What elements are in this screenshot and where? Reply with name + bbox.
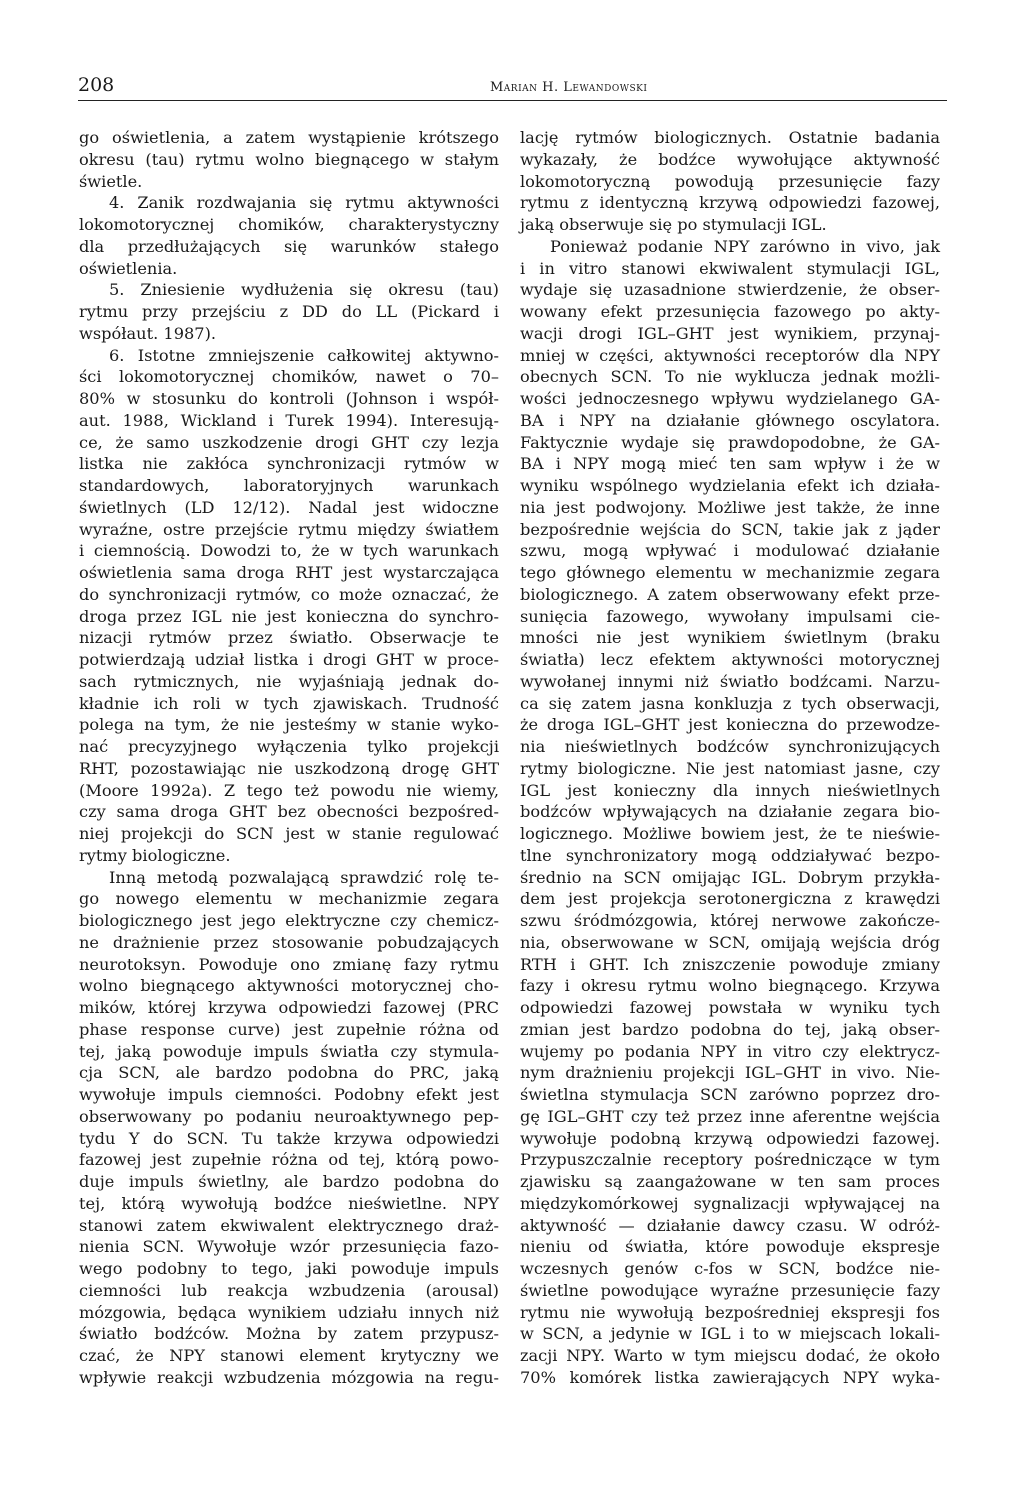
text-line: biologicznego. A zatem obserwowany efekt prze- [520, 584, 940, 604]
text-line: ca się zatem jasna konkluzja z tych obserwacji, [520, 693, 940, 713]
right-text-column [520, 127, 940, 1389]
text-line: droga przez IGL nie jest konieczna do synchro- [79, 606, 499, 626]
text-line: cja SCN, ale bardzo podobna do PRC, jaką [79, 1063, 499, 1083]
text-line: tej, jaką powoduje impuls światła czy stymula- [79, 1041, 499, 1061]
text-line: zjawisku są zaangażowane w ten sam proces [520, 1172, 940, 1191]
text-line: wczesnych genów c-fos w SCN, bodźce nie- [520, 1259, 940, 1278]
text-line: 4. Zanik rozdwajania się rytmu aktywności [109, 193, 499, 213]
text-line: 80% w stosunku do kontroli (Johnson i współ- [79, 389, 499, 408]
text-line: sach rytmicznych, nie wyjaśniają jednak do- [79, 671, 499, 691]
text-line: potwierdzają udział listka i drogi GHT w proce- [79, 650, 499, 669]
text-line: nieniu od światła, które powoduje ekspresje [520, 1237, 940, 1257]
text-line: współaut. 1987). [79, 323, 217, 343]
text-line: Faktycznie wydaje się prawdopodobne, że GA- [520, 432, 940, 452]
text-line: 70% komórek listka zawierających NPY wyka- [520, 1367, 940, 1387]
text-line: średnio na SCN omijając IGL. Dobrym przykła- [520, 867, 940, 887]
text-line: obserwowany po podaniu neuroaktywnego pep- [79, 1106, 499, 1126]
text-line: 5. Zniesienie wydłużenia się okresu (tau) [109, 280, 499, 300]
text-line: nia nieświetlnych bodźców synchronizujących [520, 737, 940, 756]
text-line: i in vitro stanowi ekwiwalent stymulacji IGL, [520, 258, 940, 278]
page-number: 208 [78, 74, 115, 96]
text-line: świetlne powodujące wyraźne przesunięcie fazy [520, 1280, 940, 1300]
text-line: Przypuszczalnie receptory pośredniczące w tym [520, 1150, 940, 1170]
text-line: ści lokomotorycznej chomików, nawet o 70– [79, 367, 499, 387]
text-line: odpowiedzi fazowej powstała w wyniku tych [520, 998, 940, 1017]
text-line: wydaje się uzasadnione stwierdzenie, że obser- [520, 280, 940, 300]
text-line: w SCN, a jedynie w IGL i to w miejscach lokali- [520, 1324, 940, 1344]
text-line: lację rytmów biologicznych. Ostatnie badania [520, 128, 940, 147]
left-text-column [79, 127, 499, 1389]
text-line: wujemy po podania NPY in vitro czy elektrycz- [520, 1041, 940, 1061]
text-line: stanowi zatem ekwiwalent elektrycznego draż- [79, 1215, 499, 1235]
text-line: BA i NPY na działanie głównego oscylatora. [520, 410, 940, 430]
text-line: phase response curve) jest zupełnie różna od [79, 1019, 499, 1039]
text-line: listka nie zakłóca synchronizacji rytmów w [79, 454, 499, 474]
text-line: nia, obserwowane w SCN, omijają wejścia dróg [520, 932, 940, 952]
text-line: nizacji rytmów przez światło. Obserwacje te [79, 628, 499, 648]
text-line: okresu (tau) rytmu wolno biegnącego w stałym [79, 149, 499, 169]
text-line: wyraźne, ostre przejście rytmu między światłem [79, 519, 499, 539]
text-line: tlne synchronizatory mogą oddziaływać bezpo- [520, 845, 940, 865]
running-header [78, 68, 947, 101]
text-line: biologicznego jest jego elektryczne czy chemicz- [79, 911, 499, 930]
text-line: RHT, pozostawiając nie uszkodzoną drogę GHT [79, 758, 499, 778]
text-line: szwu, mogą wpływać i modulować działanie [520, 541, 940, 561]
text-line: bodźców wpływających na działanie zegara bio- [520, 802, 940, 822]
text-line: wowany efekt przesunięcia fazowego po akty- [520, 302, 940, 321]
text-line: obecnych SCN. To nie wyklucza jednak możli- [520, 367, 940, 387]
text-line: rytmy biologiczne. Nie jest natomiast jasne, czy [520, 758, 940, 778]
text-line: polega na tym, że nie jesteśmy w stanie wyko- [79, 715, 499, 735]
text-line: ce, że samo uszkodzenie drogi GHT czy lezja [79, 432, 499, 452]
text-line: wywołuje podobną krzywą odpowiedzi fazowej. [520, 1128, 940, 1148]
text-line: kładnie ich roli w tych zjawiskach. Trudność [79, 693, 499, 713]
text-line: szwu śródmózgowia, której nerwowe zakończe- [520, 911, 940, 930]
text-line: świetlna stymulacja SCN zarówno poprzez dro- [520, 1085, 940, 1104]
text-line: RTH i GHT. Ich zniszczenie powoduje zmiany [520, 954, 940, 974]
text-line: zacji NPY. Warto w tym miejscu dodać, że około [520, 1346, 940, 1365]
text-line: że droga IGL–GHT jest konieczna do przewodze- [520, 715, 940, 735]
text-line: rytmu nie wywołują bezpośredniej ekspresji fos [520, 1302, 940, 1322]
text-line: ne drażnienie przez stosowanie pobudzających [79, 932, 499, 952]
text-line: wpływie reakcji wzbudzenia mózgowia na regu- [79, 1367, 499, 1387]
text-line: go oświetlenia, a zatem wystąpienie krótszego [79, 128, 499, 147]
text-line: do synchronizacji rytmów, co może oznaczać, że [79, 584, 499, 604]
text-line: nienia SCN. Wywołuje wzór przesunięcia fazo- [79, 1237, 499, 1257]
text-line: neurotoksyn. Powoduje ono zmianę fazy rytmu [79, 954, 499, 974]
text-line: logicznego. Możliwe bowiem jest, że te nieświe- [520, 824, 940, 843]
text-line: światło bodźców. Można by zatem przypusz- [79, 1324, 499, 1344]
text-line: lokomotorycznej chomików, charakterystyczny [79, 215, 499, 234]
text-line: jaką obserwuje się po stymulacji IGL. [520, 215, 827, 234]
text-line: świetlnych (LD 12/12). Nadal jest widoczne [79, 497, 499, 517]
text-line: 6. Istotne zmniejszenie całkowitej aktywno- [109, 345, 499, 365]
text-line: lokomotoryczną powodują przesunięcie fazy [520, 171, 940, 191]
text-line: tej, którą wywołują bodźce nieświetlne. NPY [79, 1193, 499, 1213]
text-line: ciemności lub reakcja wzbudzenia (arousal) [79, 1280, 499, 1300]
text-line: czy sama droga GHT bez obecności bezpośred- [79, 802, 499, 822]
text-line: rytmu z identyczną krzywą odpowiedzi fazowej, [520, 193, 940, 213]
text-line: mniej w części, aktywności receptorów dla NPY [520, 345, 940, 365]
text-line: międzykomórkowej sygnalizacji wpływającej na [520, 1193, 940, 1213]
text-line: wykazały, że bodźce wywołujące aktywność [520, 149, 940, 169]
text-line: standardowych, laboratoryjnych warunkach [79, 476, 499, 495]
running-head-author: Marian H. Lewandowski [490, 80, 648, 95]
text-line: wolno biegnącego aktywności motorycznej cho- [79, 976, 499, 996]
text-line: niej projekcji do SCN jest w stanie regulować [79, 824, 499, 843]
text-line: bezpośrednie wejścia do SCN, takie jak z jąder [520, 519, 940, 539]
text-line: tydu Y do SCN. Tu także krzywa odpowiedzi [79, 1128, 499, 1148]
text-line: aktywność — działanie dawcy czasu. W odróż- [520, 1215, 940, 1235]
text-line: tego głównego elementu w mechanizmie zegara [520, 563, 940, 582]
text-line: dem jest projekcja serotonergiczna z krawędzi [520, 889, 940, 909]
text-line: rytmy biologiczne. [79, 845, 231, 865]
text-line: czać, że NPY stanowi element krytyczny we [79, 1346, 499, 1365]
text-line: nia jest podwojony. Możliwe jest także, że inne [520, 497, 940, 517]
text-line: nym drażnieniu projekcji IGL–GHT in vivo. Nie- [520, 1063, 940, 1083]
text-line: BA i NPY mogą mieć ten sam wpływ i że w [520, 454, 940, 474]
text-line: wywołuje impuls ciemności. Podobny efekt jest [79, 1085, 499, 1104]
text-line: oświetlenia sama droga RHT jest wystarczająca [79, 563, 499, 582]
text-line: aut. 1988, Wickland i Turek 1994). Interesują- [79, 410, 499, 430]
text-line: mózgowia, będąca wynikiem udziału innych niż [79, 1302, 499, 1322]
text-line: wyniku wspólnego wydzielania efekt ich działa- [520, 476, 940, 495]
text-line: dla przedłużających się warunków stałego [79, 236, 499, 256]
text-line: wacji drogi IGL–GHT jest wynikiem, przynaj- [520, 323, 940, 343]
text-line: sunięcia fazowego, wywołany impulsami cie- [520, 606, 940, 626]
text-line: wywołanej innymi niż światło bodźcami. Narzu- [520, 671, 940, 691]
text-line: świetle. [79, 171, 143, 191]
text-line: (Moore 1992a). Z tego też powodu nie wiemy, [79, 780, 499, 800]
text-line: zmian jest bardzo podobna do tej, jaką obser- [520, 1019, 940, 1039]
text-line: i ciemnością. Dowodzi to, że w tych warunkach [79, 541, 499, 561]
text-line: fazowej jest zupełnie różna od tej, którą powo- [79, 1150, 499, 1170]
text-line: mności nie jest wynikiem świetlnym (braku [520, 628, 940, 648]
text-line: oświetlenia. [79, 258, 178, 278]
text-line: wości jednoczesnego wpływu wydzielanego GA- [520, 389, 940, 408]
text-line: gę IGL–GHT czy też przez inne aferentne wejścia [520, 1106, 940, 1126]
text-line: duje impuls świetlny, ale bardzo podobna do [79, 1172, 499, 1191]
text-line: nać precyzyjnego wyłączenia tylko projekcji [79, 737, 499, 756]
text-line: IGL jest konieczny dla innych nieświetlnych [520, 780, 940, 800]
text-line: Inną metodą pozwalającą sprawdzić rolę te- [109, 867, 499, 887]
text-line: wego podobny to tego, jaki powoduje impuls [79, 1259, 499, 1278]
text-line: światła) lecz efektem aktywności motorycznej [520, 650, 940, 669]
text-line: mików, której krzywa odpowiedzi fazowej (PRC [79, 998, 499, 1017]
text-line: Ponieważ podanie NPY zarówno in vivo, jak [550, 236, 940, 256]
text-line: rytmu przy przejściu z DD do LL (Pickard i [79, 302, 499, 321]
text-line: fazy i okresu rytmu wolno biegnącego. Krzywa [520, 976, 940, 996]
text-line: go nowego elementu w mechanizmie zegara [79, 889, 499, 909]
